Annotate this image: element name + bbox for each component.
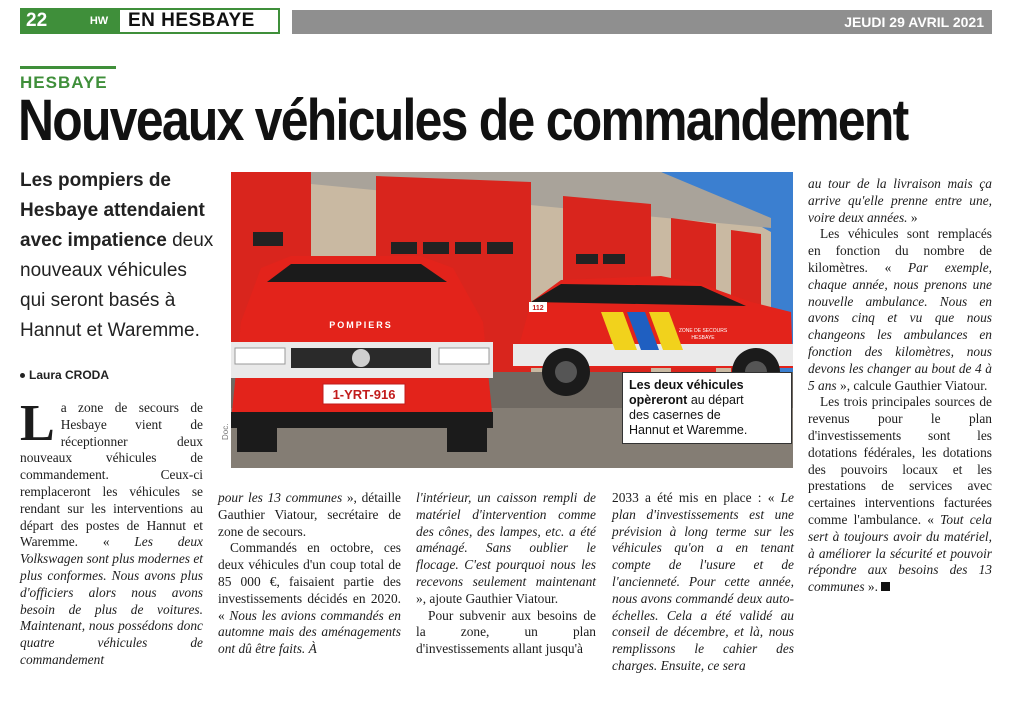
hood-lettering: POMPIERS [329,320,393,330]
article-column-3: l'intérieur, un caisson rempli de matériel d'intervention comme des cônes, des lampes, etc. a été aménagé. Sans oublier le flocage. C'est pourquoi nous les recevons seulement maintenant », ajoute Gauthier Viatour. Pour subvenir aux besoins de la zone, un plan d'investissements allant jusqu'à [416,490,596,657]
photo-caption: Les deux véhicules opèreront au départ des casernes de Hannut et Waremme. [622,372,792,444]
article-headline: Nouveaux véhicules de commandement [18,88,908,153]
article-kicker: HESBAYE [20,73,108,92]
section-title: EN HESBAYE [118,8,280,34]
door-lettering-line2: HESBAYE [691,335,715,341]
bullet-icon [20,373,25,378]
drop-cap: L [20,395,55,452]
article-column-1: La zone de secours de Hesbaye vient de réceptionner deux nouveaux véhicules de commandement. Ceux-ci remplaceront les véhicules se rendant sur les interventions au départ des postes de Hannut et Waremme. « Les deux Volkswagen sont plus modernes et plus conformes. Nous avons plus d'officiers alors nous avons besoin de plus de voitures. Maintenant, nous possédons donc quatre véhicules de commandement [20,395,203,667]
kicker-rule [20,66,116,69]
article-lead: Les pompiers de Hesbaye attendaient avec impatience deux nouveaux véhicules qui seront basés à Hannut et Waremme. [20,170,214,341]
article-column-5: au tour de la livraison mais ça arrive qu'elle prenne entre une, voire deux années. » Les véhicules sont remplacés en fonction du nombre de kilomètres. « Par exemple, chaque année, nous prenons une nouvelle ambulance. Nous en avons cinq et vu que nous changeons les ambulances en fonction des kilomètres, nous devons les changer au bout de 4 à 5 ans », calcule Gauthier Viatour. Les trois principales sources de revenus pour le plan d'investissements sont les dotations fédérales, les dotations des pouvoirs locaux et les prestations de services avec certaines interventions facturées comme l'ambulance. « Tout cela sert à toujours avoir du matériel, à améliorer la sécurité et pouvoir répondre aux besoins des 13 communes ». [808,176,992,595]
publication-date: JEUDI 29 AVRIL 2021 [844,14,984,30]
page-number: 22 [20,8,80,34]
edition-code: HW [80,8,118,34]
license-plate: 1-YRT-916 [332,387,396,402]
date-banner [292,10,992,34]
byline: Laura CRODA [20,368,109,382]
article-column-4: 2033 a été mis en place : « Le plan d'investissements est une prévision à long terme sur les véhicules qu'on a en tenant compte de l'usure et de l'ancienneté. Pour cette année, nous avons commandé deux auto-échelles. Cela a été validé au conseil de décembre, et là, nous remplissons le cahier des charges. Ensuite, ce sera [612,490,794,673]
end-of-article-mark [881,582,890,591]
unit-number: 112 [532,305,544,312]
article-column-2: pour les 13 communes », détaille Gauthier Viatour, secrétaire de zone de secours. Commandés en octobre, ces deux véhicules d'un coup total de 85 000 €, faisaient partie des investissements décidés en 2020. « Nous les avions commandés en automne mais des aménagements ont dû être faits. À [218,490,401,657]
door-lettering-line1: ZONE DE SECOURS [678,328,728,334]
photo-credit: Doc. [221,423,230,440]
